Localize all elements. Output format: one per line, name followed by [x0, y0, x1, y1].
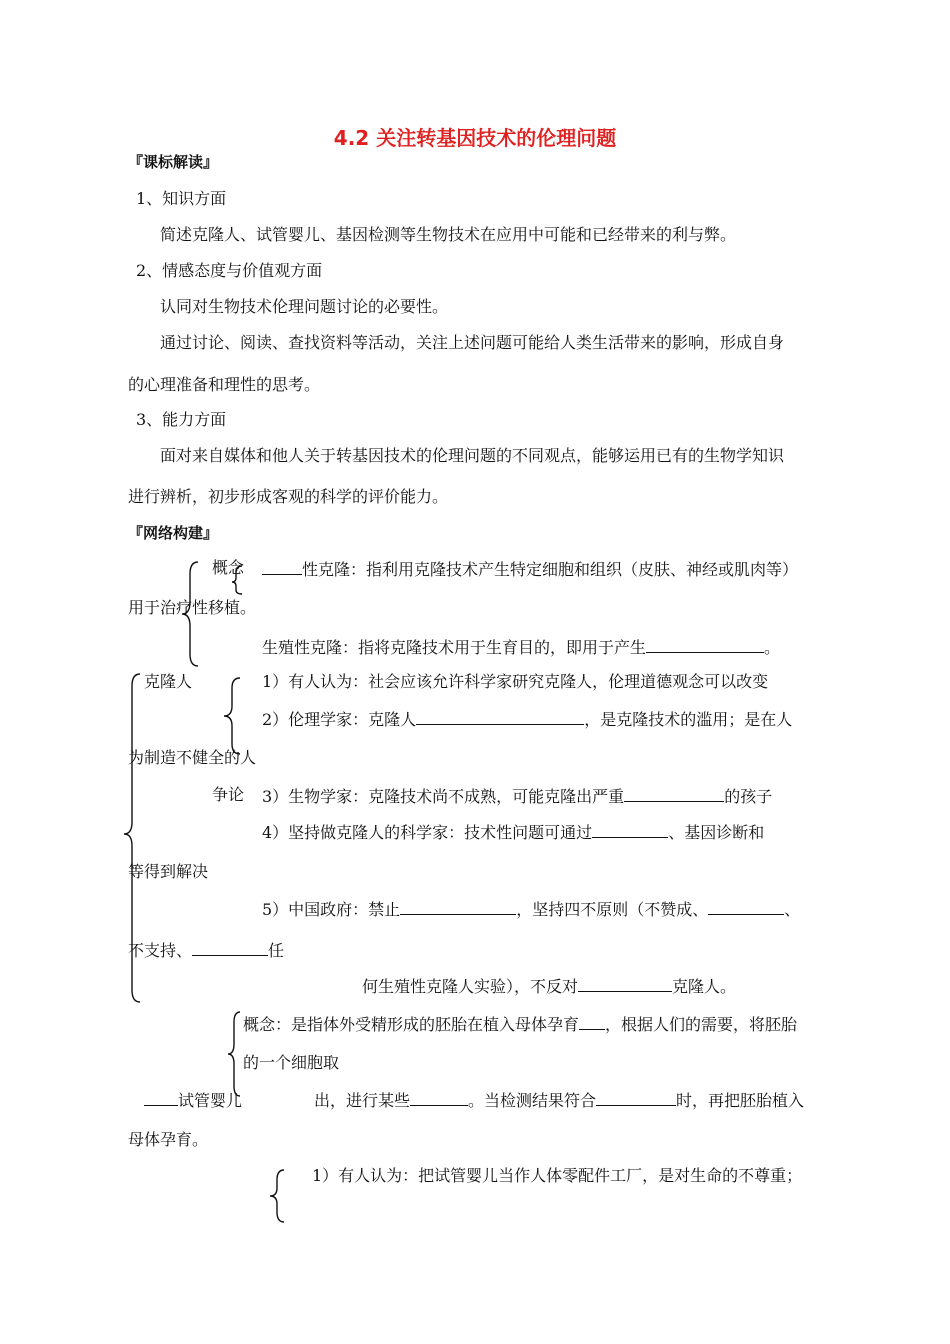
- therapeutic-text: 性克隆：指利用克隆技术产生特定细胞和组织（皮肤、神经或肌肉等）: [302, 560, 799, 579]
- debate-2-a: 2）伦理学家：克隆人: [262, 710, 417, 729]
- concept-label: 概念: [212, 558, 245, 577]
- blank-therapeutic[interactable]: [262, 558, 302, 575]
- ivf-out-c: 时，再把胚胎植入: [676, 1091, 805, 1110]
- ivf-out-d: 母体孕育。: [128, 1130, 209, 1149]
- debate-4-a: 4）坚持做克隆人的科学家：技术性问题可通过: [262, 823, 593, 842]
- blank-reproductive[interactable]: [646, 636, 764, 653]
- blank-biologist[interactable]: [624, 785, 724, 802]
- ivf-concept-a: 概念：是指体外受精形成的胚胎在植入母体孕育: [243, 1015, 580, 1034]
- blank-not-approve[interactable]: [708, 898, 784, 915]
- ivf-concept: [243, 1013, 797, 1035]
- debate-4-cont: 等得到解决: [128, 862, 209, 881]
- ivf-debate-1: 1）有人认为：把试管婴儿当作人体零配件工厂，是对生命的不尊重；: [312, 1166, 803, 1185]
- debate-3-b: 的孩子: [724, 787, 773, 806]
- blank-ivf-type[interactable]: [144, 1089, 178, 1106]
- debate-5-cont2-a: 何生殖性克隆人实验），不反对: [362, 977, 579, 996]
- ivf-concept-b: ，根据人们的需要，将胚胎: [605, 1015, 798, 1034]
- debate-label: 争论: [212, 785, 245, 804]
- blank-not-accept[interactable]: [192, 939, 268, 956]
- therapeutic-cont: 用于治疗性移植。: [128, 598, 257, 617]
- debate-3-a: 3）生物学家：克隆技术尚不成熟，可能克隆出严重: [262, 787, 625, 806]
- section-heading-network: 『网络构建』: [128, 524, 219, 542]
- item2-text2a: 通过讨论、阅读、查找资料等活动，关注上述问题可能给人类生活带来的影响，形成自身: [160, 333, 785, 352]
- item2-text1: 认同对生物技术伦理问题讨论的必要性。: [160, 297, 449, 316]
- debate-5-cont2-b: 克隆人。: [672, 977, 737, 996]
- blank-ban[interactable]: [400, 898, 516, 915]
- reproductive-end: 。: [764, 638, 781, 657]
- ivf-out-a: 出，进行某些: [314, 1091, 411, 1110]
- debate-5-cont: [128, 939, 284, 961]
- ivf-out: [314, 1089, 804, 1111]
- item2-text2b: 的心理准备和理性的思考。: [128, 375, 321, 394]
- ivf-label: 试管婴儿: [178, 1091, 243, 1110]
- debate-5-cont-a: 不支持、: [128, 941, 193, 960]
- item3-title: 3、能力方面: [136, 410, 227, 429]
- debate-5-c: 、: [784, 900, 801, 919]
- reproductive-text: 生殖性克隆：指将克隆技术用于生育目的，即用于产生: [262, 638, 647, 657]
- item1-title: 1、知识方面: [136, 189, 227, 208]
- ivf-out-b: 。当检测结果符合: [468, 1091, 597, 1110]
- blank-ethicist[interactable]: [416, 708, 584, 725]
- blank-ivf-stage[interactable]: [579, 1013, 605, 1030]
- debate-2-cont: 为制造不健全的人: [128, 748, 257, 767]
- debate-5-b: ，坚持四不原则（不赞成、: [516, 900, 709, 919]
- debate-3: [262, 785, 772, 807]
- debate-5-cont2: [362, 975, 736, 997]
- debate-5-cont-b: 任: [268, 941, 285, 960]
- reproductive-line: [262, 636, 780, 658]
- blank-not-oppose[interactable]: [578, 975, 672, 992]
- item1-text: 简述克隆人、试管婴儿、基因检测等生物技术在应用中可能和已经带来的利与弊。: [160, 225, 737, 244]
- item3-text-b: 进行辨析，初步形成客观的科学的评价能力。: [128, 487, 449, 506]
- therapeutic-line: [262, 558, 798, 580]
- blank-scientist[interactable]: [592, 821, 668, 838]
- item2-title: 2、情感态度与价值观方面: [136, 261, 323, 280]
- section-heading-standards: 『课标解读』: [128, 153, 219, 171]
- item3-text-a: 面对来自媒体和他人关于转基因技术的伦理问题的不同观点，能够运用已有的生物学知识: [160, 446, 785, 465]
- debate-2: [262, 708, 792, 730]
- debate-4: [262, 821, 764, 843]
- clone-label: 克隆人: [144, 672, 193, 691]
- blank-ivf-criteria[interactable]: [596, 1089, 676, 1106]
- debate-brace-icon: [222, 676, 242, 758]
- ivf-debate-brace-icon: [268, 1168, 286, 1226]
- ivf-label-line: [144, 1089, 242, 1111]
- debate-2-b: ，是克隆技术的滥用；是在人: [584, 710, 793, 729]
- debate-1: 1）有人认为：社会应该允许科学家研究克隆人，伦理道德观念可以改变: [262, 672, 769, 691]
- ivf-brace-icon: [226, 1010, 242, 1100]
- debate-4-b: 、基因诊断和: [668, 823, 765, 842]
- debate-5: [262, 898, 800, 920]
- ivf-concept-c: 的一个细胞取: [243, 1053, 340, 1072]
- blank-ivf-test[interactable]: [410, 1089, 468, 1106]
- page-title: 4.2 关注转基因技术的伦理问题: [333, 126, 617, 150]
- debate-5-a: 5）中国政府：禁止: [262, 900, 401, 919]
